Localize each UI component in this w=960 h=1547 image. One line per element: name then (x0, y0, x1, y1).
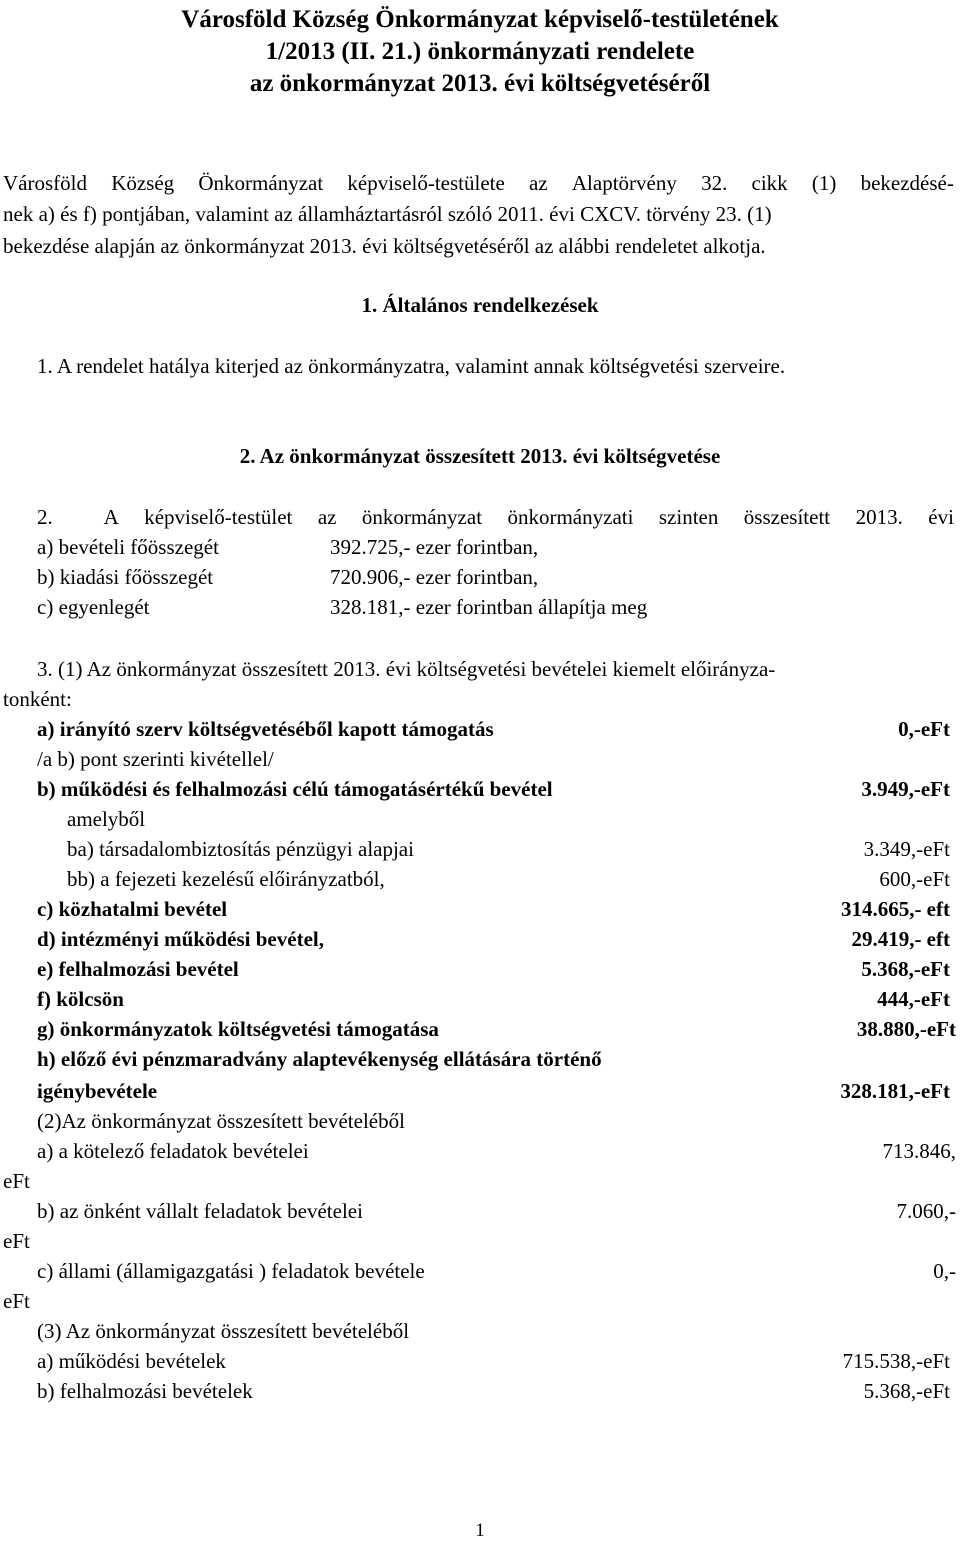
item-a-note: /a b) pont szerinti kivétellel/ (37, 747, 274, 771)
item-b-value: 3.949,-eFt (861, 777, 950, 801)
operating-revenue-value: 715.538,-eFt (842, 1349, 950, 1373)
operating-revenue-label: a) működési bevételek (37, 1349, 226, 1373)
item-c-label: c) közhatalmi bevétel (37, 897, 228, 921)
preamble-line-2: nek a) és f) pontjában, valamint az államháztartásról szóló 2011. évi CXCV. törvény 23. (1) (3, 202, 772, 226)
item-bb-label: bb) a fejezeti kezelésű előirányzatból, (67, 867, 385, 891)
voluntary-tasks-value: 7.060,- (896, 1199, 956, 1223)
balance-value: 328.181,- ezer forintban állapítja meg (330, 595, 648, 619)
section-2-paragraph-word: képviselő-testület (144, 505, 293, 529)
section-2-paragraph-word: évi (928, 505, 954, 529)
section-3-intro-line-2: tonként: (3, 687, 72, 711)
revenue-total-value: 392.725,- ezer forintban, (330, 535, 539, 559)
item-d-value: 29.419,- eft (851, 927, 950, 951)
section-2-paragraph-word: önkormányzat (361, 505, 483, 529)
expense-total-value: 720.906,- ezer forintban, (330, 565, 539, 589)
section-2-paragraph-word: szinten (658, 505, 719, 529)
item-b-sub: amelyből (67, 807, 146, 831)
section-1-paragraph: 1. A rendelet hatálya kiterjed az önkormányzatra, valamint annak költségvetési szerveire. (37, 354, 786, 378)
paragraph-2-intro: (2)Az önkormányzat összesített bevételéből (37, 1109, 405, 1133)
item-g-value: 38.880,-eFt (856, 1017, 956, 1041)
section-2-paragraph-word: az (317, 505, 337, 529)
item-b-label: b) működési és felhalmozási célú támogatásértékű bevétel (37, 777, 553, 801)
item-h-label-line-1: h) előző évi pénzmaradvány alaptevékenység ellátására történő (37, 1047, 602, 1071)
section-2-paragraph-word: 2013. (855, 505, 903, 529)
preamble-line-1: Városföld Község Önkormányzat képviselő-testülete az Alaptörvény 32. cikk (1) bekezdésé- (3, 171, 954, 195)
section-2-paragraph-word: 2. (37, 505, 53, 529)
item-bb-value: 600,-eFt (879, 867, 950, 891)
balance-label: c) egyenlegét (37, 595, 150, 619)
section-1-heading: 1. Általános rendelkezések (361, 293, 599, 317)
section-3-intro-line-1: 3. (1) Az önkormányzat összesített 2013. évi költségvetési bevételei kiemelt előirányza- (37, 657, 776, 681)
preamble-line-3: bekezdése alapján az önkormányzat 2013. évi költségvetéséről az alábbi rendeletet alkotja. (3, 234, 766, 258)
page-number: 1 (475, 1520, 485, 1541)
document-title-line-2: 1/2013 (II. 21.) önkormányzati rendelete (265, 38, 695, 65)
voluntary-tasks-label: b) az önként vállalt feladatok bevételei (37, 1199, 363, 1223)
document-title-line-3: az önkormányzat 2013. évi költségvetéséről (249, 70, 711, 97)
item-g-label: g) önkormányzatok költségvetési támogatása (37, 1017, 439, 1041)
item-e-value: 5.368,-eFt (861, 957, 950, 981)
item-h-label-line-2: igénybevétele (37, 1079, 158, 1103)
voluntary-tasks-unit: eFt (3, 1229, 30, 1253)
paragraph-3-intro: (3) Az önkormányzat összesített bevételéből (37, 1319, 410, 1343)
item-a-label: a) irányító szerv költségvetéséből kapott támogatás (37, 717, 494, 741)
revenue-total-label: a) bevételi főösszegét (37, 535, 219, 559)
section-2-paragraph-word: önkormányzati (507, 505, 634, 529)
capital-revenue-value: 5.368,-eFt (863, 1379, 950, 1403)
item-a-value: 0,-eFt (898, 717, 950, 741)
item-e-label: e) felhalmozási bevétel (37, 957, 239, 981)
mandatory-tasks-unit: eFt (3, 1169, 30, 1193)
expense-total-label: b) kiadási főösszegét (37, 565, 214, 589)
state-tasks-value: 0,- (933, 1259, 956, 1283)
section-2-paragraph-word: A (103, 505, 119, 529)
section-2-heading: 2. Az önkormányzat összesített 2013. évi költségvetése (239, 444, 721, 468)
item-h-value: 328.181,-eFt (840, 1079, 950, 1103)
state-tasks-unit: eFt (3, 1289, 30, 1313)
state-tasks-label: c) állami (államigazgatási ) feladatok bevétele (37, 1259, 425, 1283)
section-2-paragraph-word: összesített (743, 505, 831, 529)
item-ba-label: ba) társadalombiztosítás pénzügyi alapjai (67, 837, 414, 861)
mandatory-tasks-label: a) a kötelező feladatok bevételei (37, 1139, 309, 1163)
section-2-paragraph-line (37, 504, 954, 530)
item-f-label: f) kölcsön (37, 987, 124, 1011)
item-c-value: 314.665,- eft (840, 897, 950, 921)
item-d-label: d) intézményi működési bevétel, (37, 927, 324, 951)
item-f-value: 444,-eFt (877, 987, 950, 1011)
capital-revenue-label: b) felhalmozási bevételek (37, 1379, 253, 1403)
mandatory-tasks-value: 713.846, (882, 1139, 956, 1163)
item-ba-value: 3.349,-eFt (863, 837, 950, 861)
document-title-line-1: Városföld Község Önkormányzat képviselő-testületének (181, 6, 779, 33)
